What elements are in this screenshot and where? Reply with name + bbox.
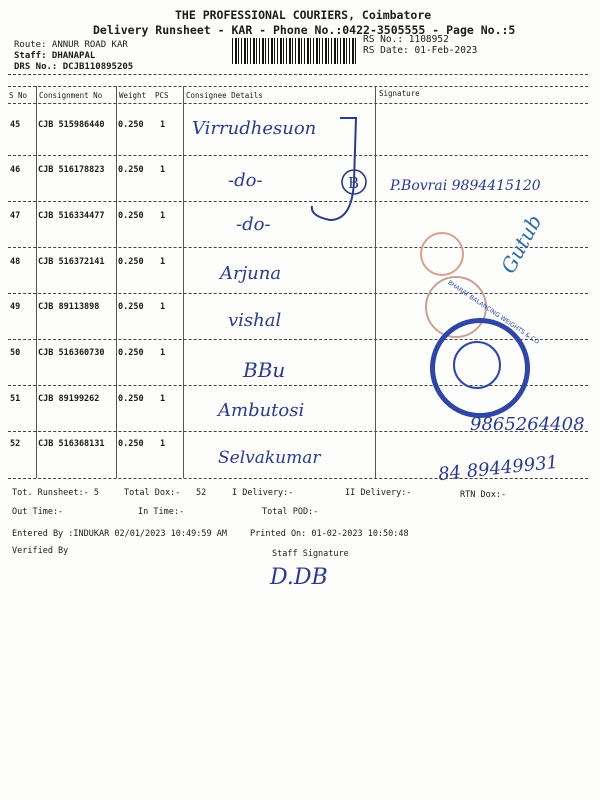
out-time: Out Time:- [12, 507, 64, 517]
total-pod: Total POD:- [262, 507, 319, 517]
row-consignee: Ambutosi [218, 400, 305, 421]
row-sno: 47 [10, 211, 21, 221]
row-weight: 0.250 [118, 348, 144, 358]
row-sno: 50 [10, 348, 21, 358]
row-pcs: 1 [160, 439, 166, 449]
row-consignee: Arjuna [220, 263, 282, 284]
svg-text:B: B [348, 174, 360, 192]
seal-inner-ring [453, 341, 501, 389]
row-sno: 45 [10, 120, 21, 130]
row-consignee: -do- [228, 170, 263, 191]
row-pcs: 1 [160, 348, 166, 358]
row-divider [8, 293, 588, 294]
row-divider [8, 431, 588, 432]
header-rule-top [8, 74, 588, 75]
row-sno: 49 [10, 302, 21, 312]
row-pcs: 1 [160, 257, 166, 267]
row-consignment-no: CJB 516368131 [38, 439, 105, 449]
drs-number: DRS No.: DCJB110895205 [14, 62, 134, 72]
staff-label: Staff: DHANAPAL [14, 51, 96, 61]
header-rule-bottom [8, 103, 588, 104]
company-title: THE PROFESSIONAL COURIERS, Coimbatore [175, 8, 432, 22]
row-pcs: 1 [160, 302, 166, 312]
row-divider [8, 201, 588, 202]
row-weight: 0.250 [118, 165, 144, 175]
col-separator [183, 86, 184, 478]
staff-signature: D.DB [270, 565, 328, 590]
header-rule-2 [8, 86, 588, 87]
row-signature: 84 89449931 [437, 451, 560, 486]
col-header-signature: Signature [379, 89, 420, 98]
row-sno: 51 [10, 394, 21, 404]
col-separator [36, 86, 37, 478]
row-weight: 0.250 [118, 439, 144, 449]
verified-by: Verified By [12, 546, 69, 556]
col-header-pcs: PCS [155, 91, 169, 100]
row-sno: 46 [10, 165, 21, 175]
col-separator [116, 86, 117, 478]
bracket-mark [300, 112, 420, 232]
row-pcs: 1 [160, 165, 166, 175]
row-sno: 48 [10, 257, 21, 267]
row-consignee: vishal [228, 310, 282, 331]
row-consignment-no: CJB 516360730 [38, 348, 105, 358]
row-weight: 0.250 [118, 211, 144, 221]
company-stamp [420, 232, 464, 276]
row-consignment-no: CJB 515986440 [38, 120, 105, 130]
row-signature: 9865264408 [470, 414, 585, 435]
row-divider [8, 478, 588, 479]
entered-by: Entered By :INDUKAR 02/01/2023 10:49:59 AM [12, 529, 227, 539]
tot-runsheet: Tot. Runsheet:- 5 [12, 488, 99, 498]
row-consignment-no: CJB 89113898 [38, 302, 100, 312]
i-delivery: I Delivery:- [232, 488, 294, 498]
rs-number: RS No.: 1108952 [363, 34, 449, 45]
row-divider [8, 155, 588, 156]
row-pcs: 1 [160, 120, 166, 130]
rtn-dox: RTN Dox:- [460, 490, 507, 500]
route-label: Route: ANNUR ROAD KAR [14, 40, 128, 50]
col-header-sno: S No [9, 91, 28, 100]
ii-delivery: II Delivery:- [345, 488, 412, 498]
rs-date: RS Date: 01-Feb-2023 [363, 45, 478, 56]
row-consignee: Virrudhesuon [192, 118, 317, 139]
row-consignee: Selvakumar [218, 448, 321, 468]
col-header-consignment: Consignment No [39, 91, 103, 100]
barcode [232, 38, 358, 64]
row-signature: P.Bovrai 9894415120 [390, 178, 541, 194]
row-weight: 0.250 [118, 302, 144, 312]
row-consignment-no: CJB 89199262 [38, 394, 100, 404]
row-consignment-no: CJB 516334477 [38, 211, 105, 221]
row-consignment-no: CJB 516372141 [38, 257, 105, 267]
row-consignee: -do- [236, 214, 271, 235]
row-weight: 0.250 [118, 257, 144, 267]
row-weight: 0.250 [118, 394, 144, 404]
row-weight: 0.250 [118, 120, 144, 130]
row-consignment-no: CJB 516178823 [38, 165, 105, 175]
total-dox-label: Total Dox:- [124, 488, 181, 498]
col-header-consignee: Consignee Details [186, 91, 263, 100]
total-dox-value: 52 [196, 488, 207, 498]
runsheet-title: Delivery Runsheet - KAR - Phone No.:0422-3505555 - Page No.:5 [93, 23, 516, 37]
staff-signature-label: Staff Signature [272, 549, 349, 559]
row-pcs: 1 [160, 211, 166, 221]
row-sno: 52 [10, 439, 21, 449]
row-divider [8, 247, 588, 248]
col-header-weight: Weight [119, 91, 147, 100]
in-time: In Time:- [138, 507, 185, 517]
printed-on: Printed On: 01-02-2023 10:50:48 [250, 529, 409, 539]
seal-stamp [430, 279, 541, 418]
row-signature: Gutub [496, 210, 547, 278]
row-consignee: BBu [243, 358, 286, 382]
stamp-text: BHARAT BALANCING WEIGHTS & CO [446, 279, 541, 346]
row-pcs: 1 [160, 394, 166, 404]
